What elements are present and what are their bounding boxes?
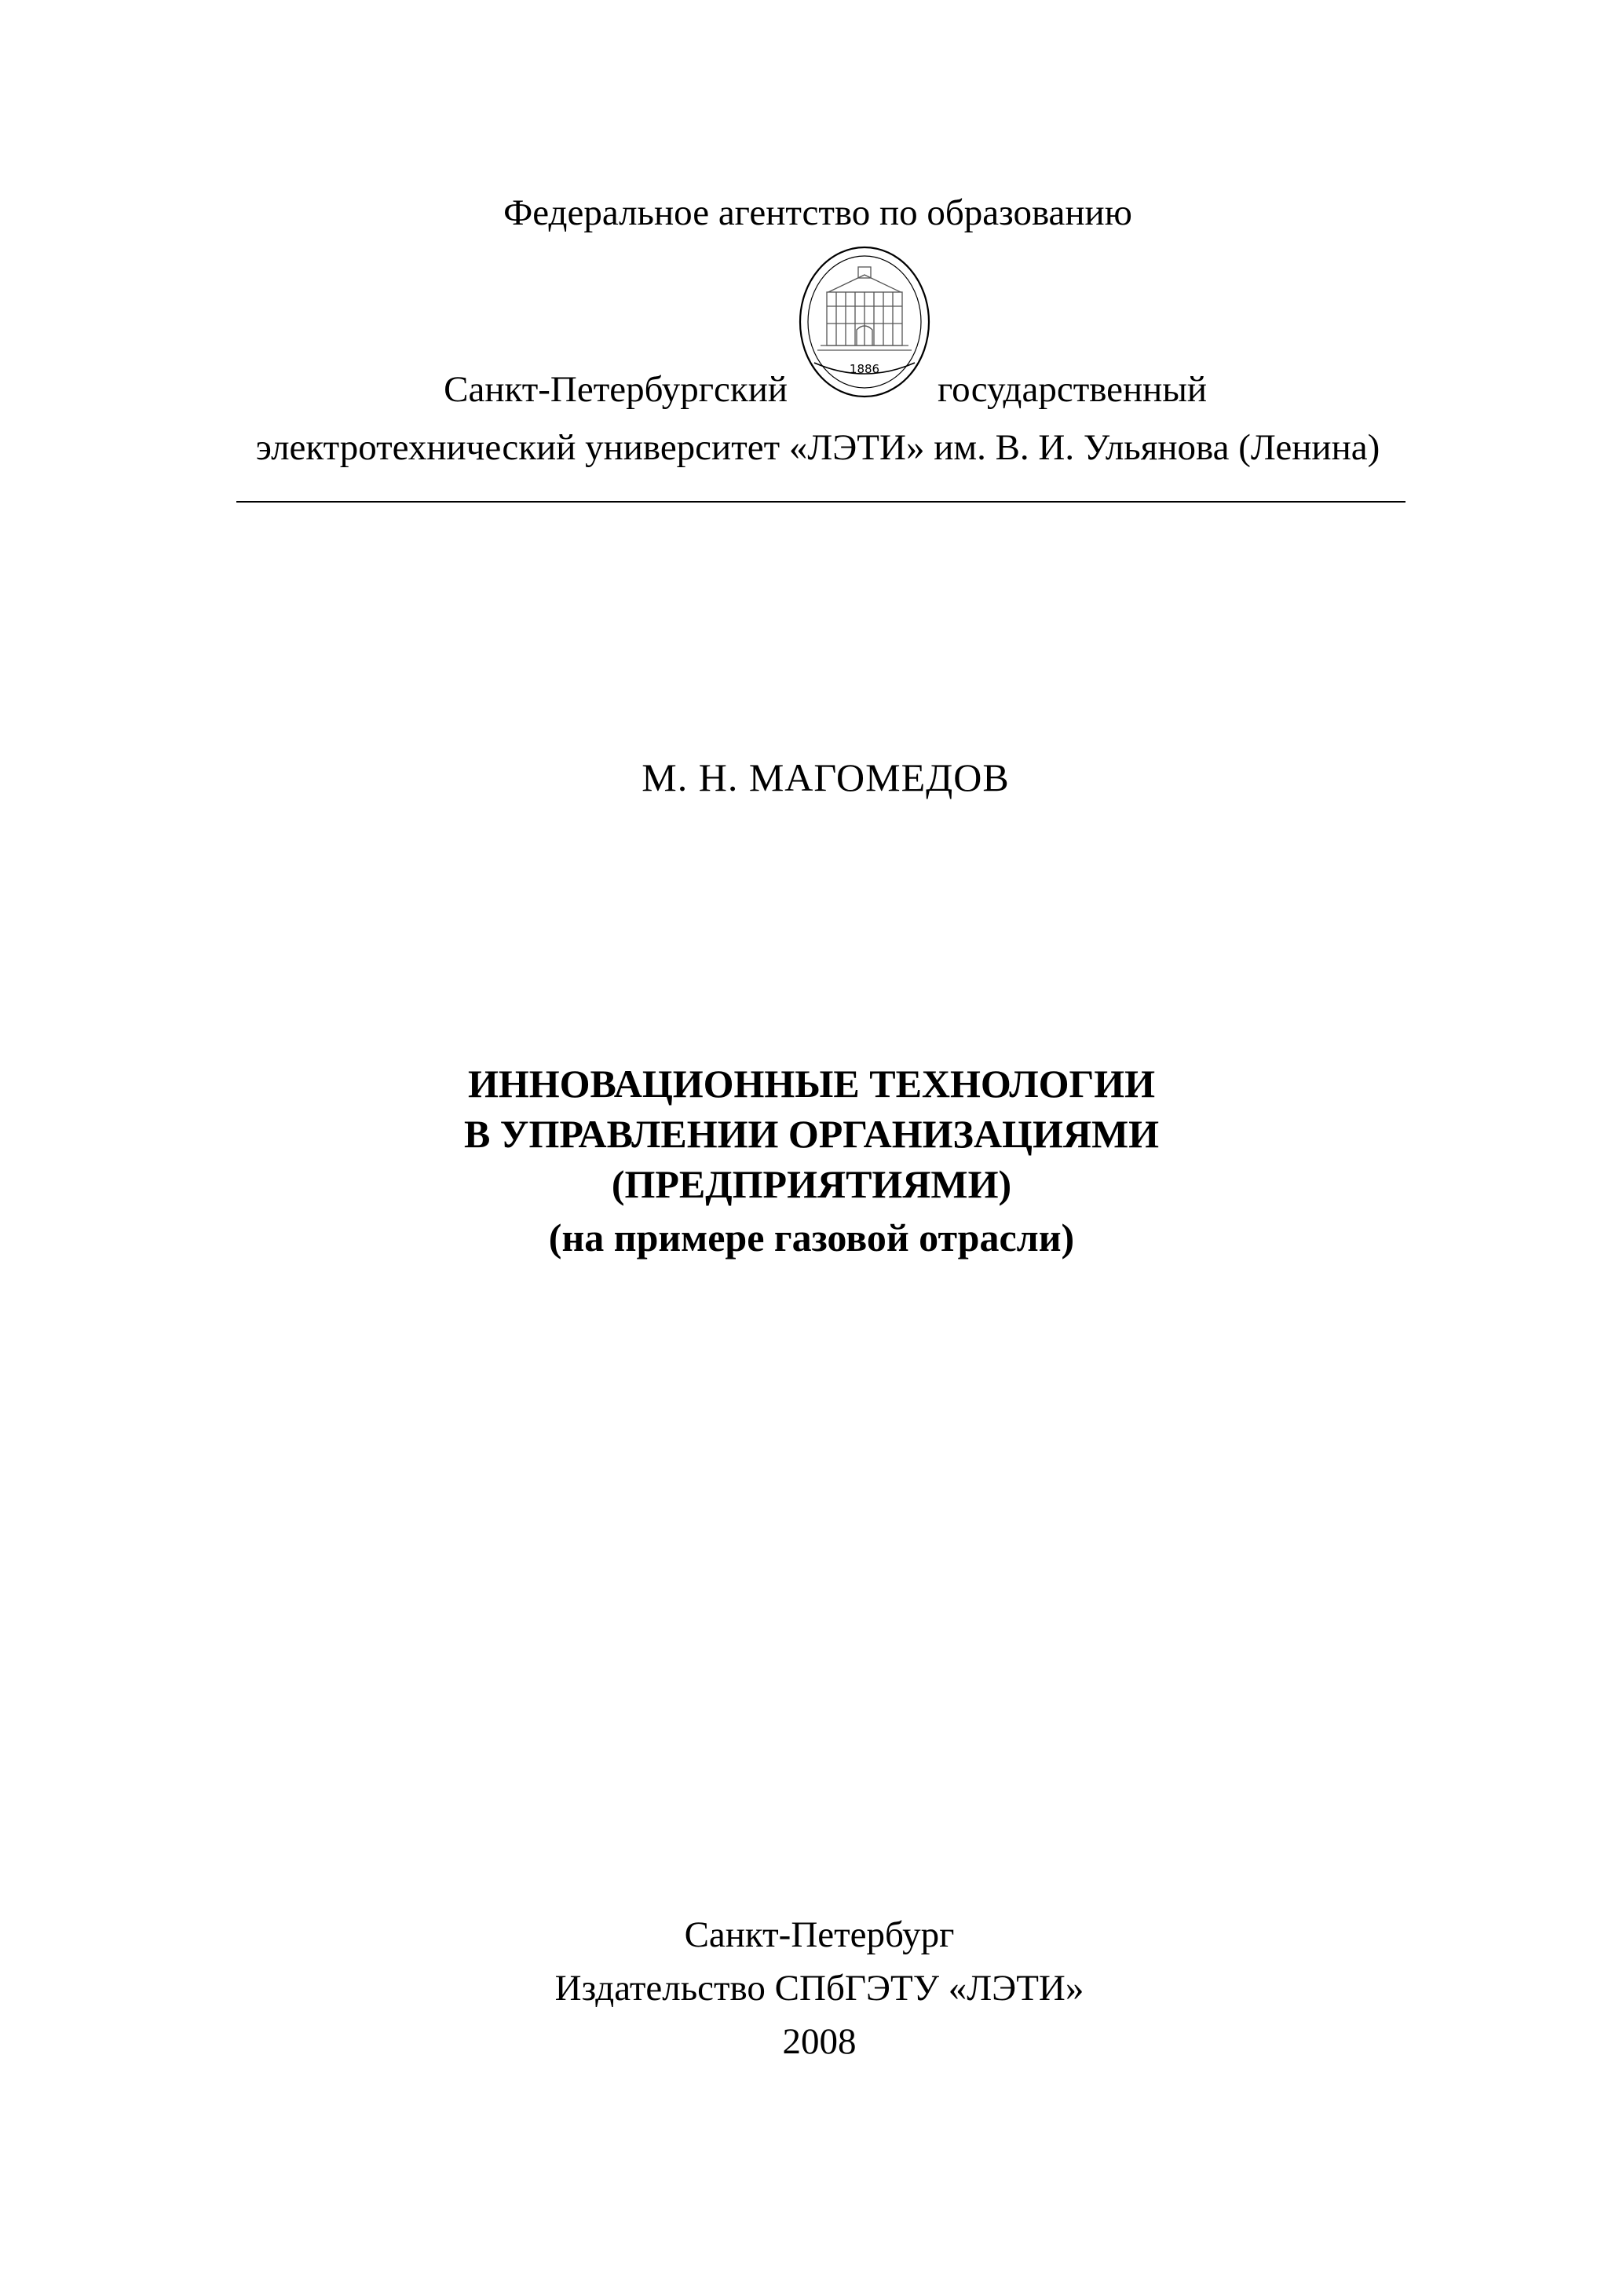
university-name-left: Санкт-Петербургский	[444, 369, 788, 410]
publication-year: 2008	[782, 2021, 857, 2062]
emblem-year: 1886	[849, 362, 880, 376]
title-line-3: (ПРЕДПРИЯТИЯМИ)	[611, 1162, 1012, 1206]
title-line-1: ИННОВАЦИОННЫЕ ТЕХНОЛОГИИ	[467, 1062, 1156, 1106]
university-name-row	[0, 367, 1623, 411]
publisher-name: Издательство СПбГЭТУ «ЛЭТИ»	[554, 1968, 1084, 2009]
header-divider	[236, 501, 1406, 503]
university-name-right: государственный	[938, 369, 1208, 410]
author-name: М. Н. МАГОМЕДОВ	[642, 755, 1010, 799]
book-title	[0, 1058, 1623, 1263]
publication-city: Санкт-Петербург	[684, 1914, 955, 1955]
title-line-2: В УПРАВЛЕНИИ ОРГАНИЗАЦИЯМИ	[463, 1112, 1160, 1156]
book-subtitle: (на примере газовой отрасли)	[548, 1216, 1075, 1260]
agency-name: Федеральное агентство по образованию	[503, 192, 1132, 233]
university-full-name: электротехнический университет «ЛЭТИ» им. В. И. Ульянова (Ленина)	[255, 427, 1380, 468]
